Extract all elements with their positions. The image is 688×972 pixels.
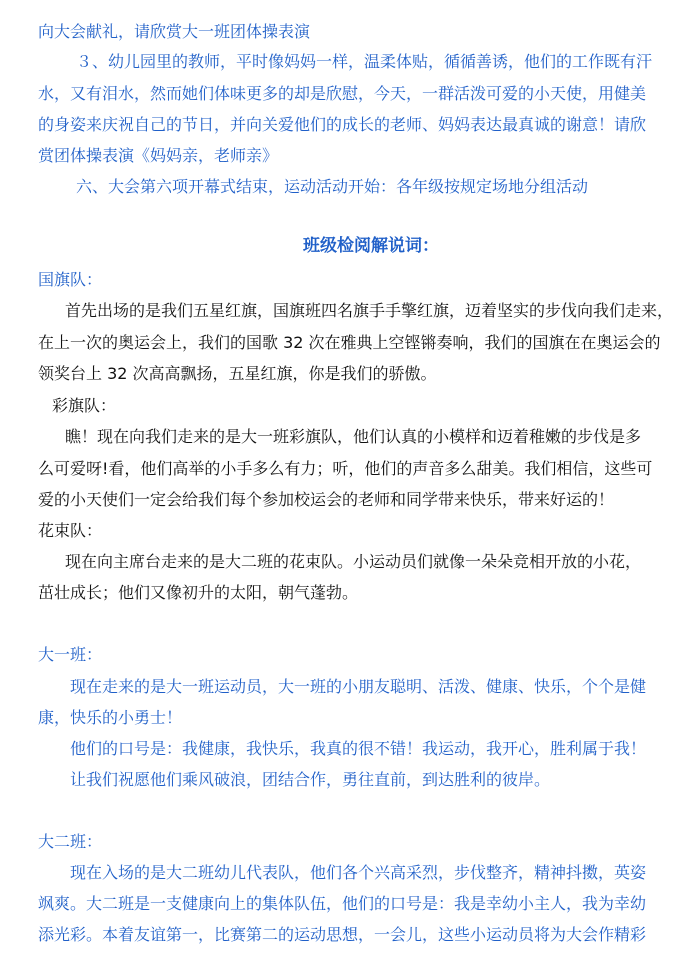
section-label: 花束队：	[38, 521, 103, 540]
paragraph-line: 现在向主席台走来的是大二班的花束队。小运动员们就像一朵朵竞相开放的小花，	[65, 552, 642, 571]
paragraph-line: 水，又有泪水，然而她们体味更多的却是欣慰，今天，一群活泼可爱的小天使，用健美	[38, 84, 647, 103]
paragraph-line: 瞧！现在向我们走来的是大一班彩旗队，他们认真的小模样和迈着稚嫩的步伐是多	[65, 427, 642, 446]
paragraph-line: 康，快乐的小勇士！	[38, 708, 183, 727]
paragraph-line: 的身姿来庆祝自己的节日，并向关爱他们的成长的老师、妈妈表达最真诚的谢意！请欣	[38, 115, 647, 134]
paragraph-line: 赏团体操表演《妈妈亲，老师亲》	[38, 146, 279, 165]
section-title: 班级检阅解说词：	[303, 236, 439, 256]
paragraph-line: 领奖台上 32 次高高飘扬，五星红旗，你是我们的骄傲。	[38, 364, 437, 383]
section-label: 国旗队：	[38, 270, 103, 289]
paragraph-line: ３、幼儿园里的教师，平时像妈妈一样，温柔体贴，循循善诱，他们的工作既有汗	[76, 52, 653, 71]
paragraph-line: 现在入场的是大二班幼儿代表队，他们各个兴高采烈，步伐整齐，精神抖擞，英姿	[70, 863, 647, 882]
paragraph-line: 茁壮成长；他们又像初升的太阳，朝气蓬勃。	[38, 583, 359, 602]
paragraph-line: 飒爽。大二班是一支健康向上的集体队伍，他们的口号是：我是幸幼小主人，我为幸幼	[38, 894, 647, 913]
paragraph-line: 么可爱呀!看，他们高举的小手多么有力；听，他们的声音多么甜美。我们相信，这些可	[38, 459, 653, 478]
section-label: 彩旗队：	[52, 396, 117, 415]
paragraph-line: 六、大会第六项开幕式结束，运动活动开始：各年级按规定场地分组活动	[76, 177, 589, 196]
paragraph-line: 现在走来的是大一班运动员，大一班的小朋友聪明、活泼、健康、快乐，个个是健	[70, 677, 647, 696]
paragraph-line: 让我们祝愿他们乘风破浪，团结合作，勇往直前，到达胜利的彼岸。	[70, 770, 551, 789]
paragraph-line: 在上一次的奥运会上，我们的国歌 32 次在雅典上空铿锵奏响，我们的国旗在在奥运会的	[38, 333, 661, 352]
paragraph-line: 添光彩。本着友谊第一，比赛第二的运动思想，一会儿，这些小运动员将为大会作精彩	[38, 925, 647, 944]
paragraph-line: 向大会献礼，请欣赏大一班团体操表演	[38, 22, 311, 41]
paragraph-line: 首先出场的是我们五星红旗，国旗班四名旗手手擎红旗，迈着坚实的步伐向我们走来，	[65, 301, 674, 320]
paragraph-line: 爱的小天使们一定会给我们每个参加校运会的老师和同学带来快乐，带来好运的！	[38, 490, 615, 509]
paragraph-line: 他们的口号是：我健康，我快乐，我真的很不错！我运动，我开心，胜利属于我！	[70, 739, 647, 758]
section-label: 大二班：	[38, 832, 103, 851]
section-label: 大一班：	[38, 645, 103, 664]
